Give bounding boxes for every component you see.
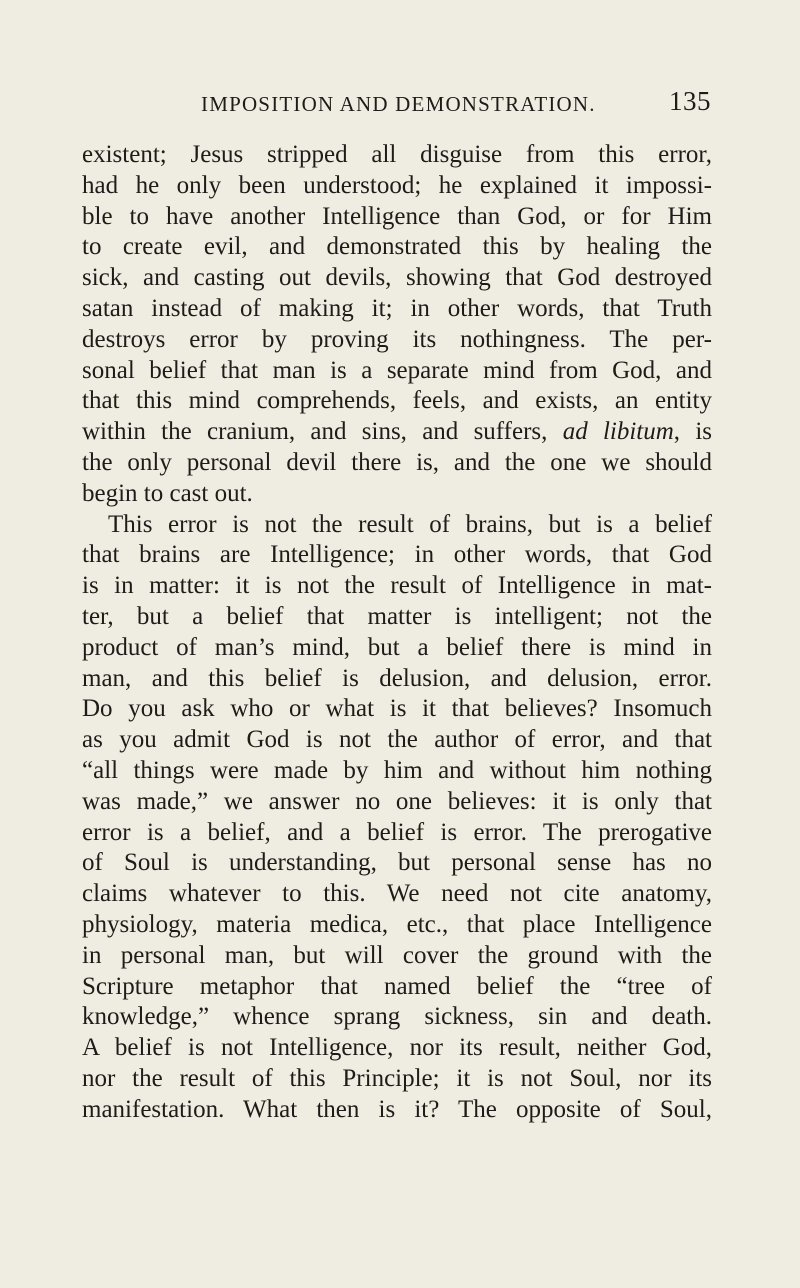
text-line: product of man’s mind, but a belief there is mind in [82, 633, 712, 661]
text-line: existent; Jesus stripped all disguise from this error, [82, 141, 712, 168]
text-line: error is a belief, and a belief is error. The prerogative [82, 818, 712, 846]
text-line: sonal belief that man is a separate mind from God, and [82, 356, 712, 384]
paragraph-end-line: begin to cast out. [82, 479, 253, 507]
text-line: is in matter: it is not the result of Intelligence in mat- [82, 572, 712, 600]
body-text [82, 140, 712, 1126]
text-line: man, and this belief is delusion, and delusion, error. [82, 664, 712, 692]
text-line: A belief is not Intelligence, nor its result, neither God, [82, 1034, 712, 1062]
text-line: physiology, materia medica, etc., that place Intelligence [82, 910, 712, 938]
running-head-title: IMPOSITION AND DEMONSTRATION. [201, 92, 596, 116]
text-line: that brains are Intelligence; in other words, that God [82, 541, 712, 569]
text-line: as you admit God is not the author of error, and that [82, 726, 712, 754]
text-line: claims whatever to this. We need not cite anatomy, [82, 880, 712, 908]
text-line: that this mind comprehends, feels, and exists, an entity [82, 387, 712, 415]
paragraph-first-line: This error is not the result of brains, but is a belief [108, 510, 712, 538]
text-line: in personal man, but will cover the ground with the [82, 941, 712, 969]
page-number: 135 [669, 86, 711, 116]
text-line: Scripture metaphor that named belief the “tree of [82, 972, 712, 1000]
text-line: ble to have another Intelligence than God, or for Him [82, 202, 712, 230]
text-line: nor the result of this Principle; it is not Soul, nor its [82, 1064, 712, 1092]
text-line: manifestation. What then is it? The opposite of Soul, [82, 1095, 712, 1123]
text-line: destroys error by proving its nothingness. The per- [82, 325, 712, 353]
text-line: “all things were made by him and without him nothing [82, 756, 712, 784]
running-head [201, 86, 711, 126]
text-line: Do you ask who or what is it that believes? Insomuch [82, 695, 712, 723]
text-line: knowledge,” whence sprang sickness, sin and death. [82, 1003, 712, 1031]
text-line: sick, and casting out devils, showing that God destroyed [82, 264, 712, 292]
italic-phrase: ad libitum [562, 418, 674, 446]
text-line: had he only been understood; he explained it impossi- [82, 171, 712, 199]
text-line: ter, but a belief that matter is intelligent; not the [82, 602, 712, 630]
text-line: the only personal devil there is, and the one we should [82, 448, 712, 476]
text-line: to create evil, and demonstrated this by healing the [82, 233, 712, 261]
text-line: of Soul is understanding, but personal sense has no [82, 849, 712, 877]
text-segment: , is [673, 418, 712, 446]
text-segment: within the cranium, and sins, and suffers, [82, 418, 548, 446]
text-line-with-italic [82, 417, 712, 448]
text-line: was made,” we answer no one believes: it is only that [82, 787, 712, 815]
text-line: satan instead of making it; in other words, that Truth [82, 294, 712, 322]
